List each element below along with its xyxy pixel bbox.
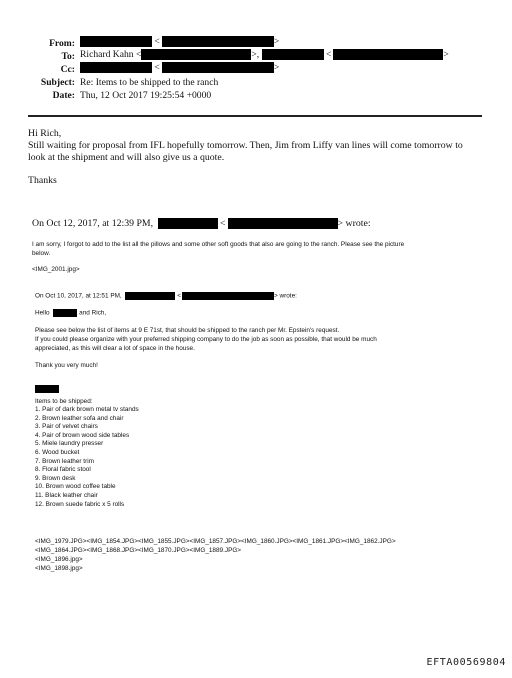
redaction-block xyxy=(80,36,152,47)
items-list xyxy=(35,406,139,509)
list-item: 7. Brown leather trim xyxy=(35,457,94,465)
list-item: 11. Black leather chair xyxy=(35,491,98,499)
image-refs: <IMG_1979.JPG><IMG_1854.JPG><IMG_1855.JPG><IMG_1857.JPG><IMG_1860.JPG><IMG_1861.JPG><IMG_1862.JPG> xyxy=(35,538,396,545)
list-item: 12. Brown suede fabric x 5 rolls xyxy=(35,500,125,508)
message-line: Still waiting for proposal from IFL hopefully tomorrow. Then, Jim from Liffy van lines will come tomorrow to xyxy=(28,140,463,151)
list-item: 8. Floral fabric stool xyxy=(35,466,91,474)
redaction-block xyxy=(80,62,152,73)
to-label: To: xyxy=(61,51,75,62)
hello-suffix: and Rich, xyxy=(79,309,107,317)
items-title: Items to be shipped: xyxy=(35,398,93,405)
image-refs: <IMG_1898.jpg> xyxy=(35,565,83,572)
redaction-block xyxy=(35,385,59,393)
redaction-block xyxy=(141,49,251,60)
list-item: 4. Pair of brown wood side tables xyxy=(35,431,130,439)
list-item: 6. Wood bucket xyxy=(35,448,80,456)
quote2-intro: On Oct 10, 2017, at 12:51 PM, < > wrote: xyxy=(35,292,297,300)
list-item: 9. Brown desk xyxy=(35,474,76,482)
cc-value: < > xyxy=(80,61,279,74)
quote1-intro-wrote: wrote: xyxy=(345,218,371,229)
thank-you: Thank you very much! xyxy=(35,362,98,369)
list-item: 3. Pair of velvet chairs xyxy=(35,423,98,431)
quote2-paragraph: Please see below the list of items at 9 E 71st, that should be shipped to the ranch per Mr. Epstein's request. xyxy=(35,327,340,334)
from-value: < > xyxy=(80,35,279,48)
quote2-intro-date: On Oct 10, 2017, at 12:51 PM, xyxy=(35,292,122,300)
quote2-paragraph: If you could please organize with your preferred shipping company to do the job as soon as possible, that would be much xyxy=(35,336,377,343)
quote1-intro-date: On Oct 12, 2017, at 12:39 PM, xyxy=(32,218,154,229)
list-item: 5. Miele laundry presser xyxy=(35,440,104,448)
hello-line xyxy=(35,309,106,318)
redaction-block xyxy=(125,292,175,300)
date-value: Thu, 12 Oct 2017 19:25:54 +0000 xyxy=(80,90,212,101)
to-value: Richard Kahn < >, < > xyxy=(80,49,449,60)
redaction-block xyxy=(162,36,274,47)
image-refs: <IMG_1896.jpg> xyxy=(35,556,83,563)
to-name: Richard Kahn < xyxy=(80,49,142,60)
list-item: 1. Pair of dark brown metal tv stands xyxy=(35,406,139,413)
list-item: 2. Brown leather sofa and chair xyxy=(35,414,124,422)
quote2-intro-wrote: wrote: xyxy=(279,292,297,300)
quote2-paragraph: appreciated, as this will clear a lot of space in the house. xyxy=(35,345,195,352)
subject-label: Subject: xyxy=(40,77,75,88)
date-label: Date: xyxy=(52,90,75,101)
redaction-block xyxy=(182,292,274,300)
cc-label: Cc: xyxy=(60,64,75,75)
list-item: 10. Brown wood coffee table xyxy=(35,483,116,491)
redaction-block xyxy=(228,218,338,229)
header-divider xyxy=(28,115,482,117)
attachment-ref: <IMG_2001.jpg> xyxy=(32,266,80,273)
bates-number: EFTA00569804 xyxy=(426,657,506,668)
redaction-block xyxy=(158,218,218,229)
hello-word: Hello xyxy=(35,309,50,317)
redaction-block xyxy=(162,62,274,73)
redaction-block xyxy=(53,309,77,317)
message-line: look at the shipment and will also give us a quote. xyxy=(28,152,225,163)
thanks: Thanks xyxy=(28,175,57,186)
redaction-block xyxy=(333,49,443,60)
quote1-line: I am sorry, I forgot to add to the list all the pillows and some other soft goods that also are going to the ranch. Please see the picture xyxy=(32,241,405,248)
signature-redaction xyxy=(35,380,59,398)
subject-value: Re: Items to be shipped to the ranch xyxy=(80,77,219,88)
image-refs: <IMG_1864.JPG><IMG_1868.JPG><IMG_1870.JPG><IMG_1889.JPG> xyxy=(35,547,242,554)
quote1-line: below. xyxy=(32,250,51,257)
from-label: From: xyxy=(49,38,75,49)
redaction-block xyxy=(262,49,324,60)
quote1-intro: On Oct 12, 2017, at 12:39 PM, < > wrote: xyxy=(32,218,371,229)
greeting: Hi Rich, xyxy=(28,128,62,139)
